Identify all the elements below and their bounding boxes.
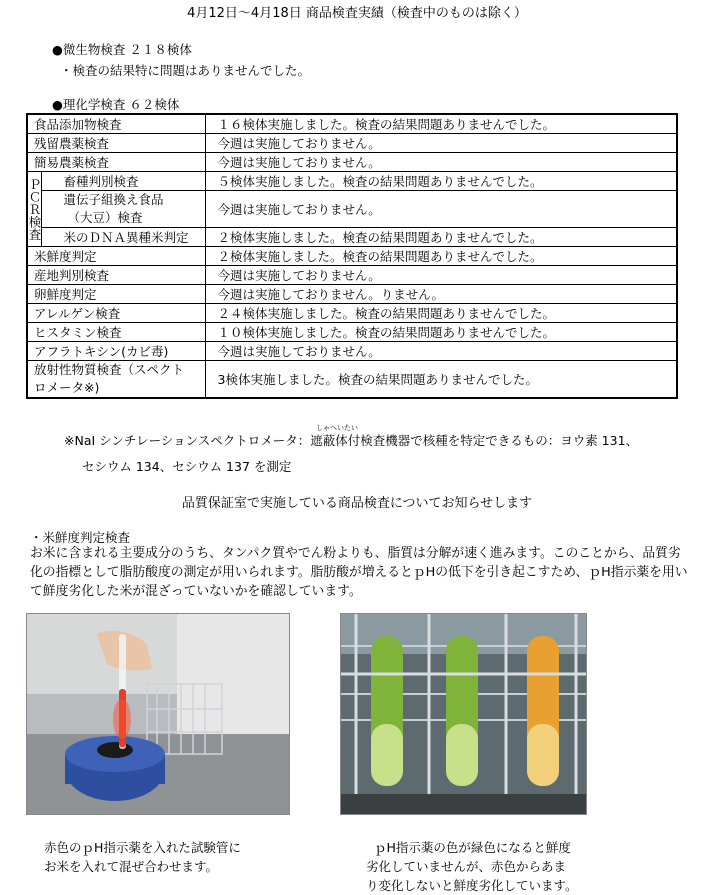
table-row bbox=[27, 134, 677, 153]
test-name: 残留農薬検査 bbox=[27, 134, 205, 153]
test-result: 今週は実施しておりません。 bbox=[205, 191, 677, 228]
test-name: アレルゲン検査 bbox=[27, 304, 205, 323]
table-row bbox=[27, 342, 677, 361]
footnote-line2: セシウム 134、セシウム 137 を測定 bbox=[82, 459, 292, 474]
photo-test-tubes bbox=[340, 613, 587, 815]
caption-line: お米を入れて混ぜ合わせます。 bbox=[44, 859, 219, 874]
test-name: 産地判別検査 bbox=[27, 266, 205, 285]
test-name: 食品添加物検査 bbox=[27, 114, 205, 134]
results-table bbox=[26, 113, 678, 399]
test-name: 簡易農薬検査 bbox=[27, 153, 205, 172]
test-name-line1: 遺伝子組換え食品 bbox=[63, 192, 164, 207]
test-name-line1: 放射性物質検査（スペクト bbox=[34, 362, 185, 377]
caption-line: 劣化していませんが、赤色からあま bbox=[366, 859, 567, 874]
caption-line: ｐH指示薬の色が緑色になると鮮度 bbox=[374, 840, 571, 855]
test-result: ５検体実施しました。検査の結果問題ありませんでした。 bbox=[205, 172, 677, 191]
left-photo-caption bbox=[44, 838, 241, 876]
test-result: １６検体実施しました。検査の結果問題ありませんでした。 bbox=[205, 114, 677, 134]
table-row bbox=[27, 266, 677, 285]
microbiology-result: ・検査の結果特に問題はありませんでした。 bbox=[60, 63, 311, 78]
test-result: 今週は実施しておりません。 bbox=[205, 266, 677, 285]
test-result: 今週は実施しておりません。 bbox=[205, 342, 677, 361]
table-row bbox=[27, 153, 677, 172]
table-row bbox=[27, 323, 677, 342]
chemistry-heading: ●理化学検査 ６２検体 bbox=[52, 97, 180, 112]
test-result: ２検体実施しました。検査の結果問題ありませんでした。 bbox=[205, 228, 677, 247]
test-name: アフラトキシン(カビ毒) bbox=[27, 342, 205, 361]
test-result: ２４検体実施しました。検査の結果問題ありませんでした。 bbox=[205, 304, 677, 323]
section-title: ・米鮮度判定検査 bbox=[30, 530, 131, 545]
test-name: 畜種判別検査 bbox=[41, 172, 205, 191]
caption-line: り変化しないと鮮度劣化しています。 bbox=[366, 878, 578, 893]
test-name-line2: ロメータ※) bbox=[34, 380, 100, 395]
test-name: ヒスタミン検査 bbox=[27, 323, 205, 342]
table-row bbox=[27, 304, 677, 323]
footnote-line1: ※NaI シンチレーションスペクトロメータ：遮蔽体付検査機器で核種を特定できるもの：ヨウ素 131、 bbox=[64, 433, 639, 448]
test-result: 今週は実施しておりません。 bbox=[205, 134, 677, 153]
pcr-group-label: ＰＣＲ検査 bbox=[27, 172, 41, 247]
right-photo-caption bbox=[366, 838, 578, 895]
test-name bbox=[41, 191, 205, 228]
table-row bbox=[27, 172, 677, 191]
test-result: １０検体実施しました。検査の結果問題ありませんでした。 bbox=[205, 323, 677, 342]
table-row bbox=[27, 247, 677, 266]
table-row bbox=[27, 228, 677, 247]
test-name bbox=[27, 361, 205, 399]
test-name: 米鮮度判定 bbox=[27, 247, 205, 266]
test-result: 今週は実施しておりません。りません。 bbox=[205, 285, 677, 304]
test-name-line2: （大豆）検査 bbox=[67, 210, 143, 225]
table-row bbox=[27, 285, 677, 304]
test-name: 米のＤＮＡ異種米判定 bbox=[41, 228, 205, 247]
announcement-heading: 品質保証室で実施している商品検査についてお知らせします bbox=[181, 496, 533, 511]
page-title: 4月12日～4月18日 商品検査実績（検査中のものは除く） bbox=[187, 6, 527, 21]
test-result: ２検体実施しました。検査の結果問題ありませんでした。 bbox=[205, 247, 677, 266]
furigana: しゃへいたい bbox=[316, 424, 358, 432]
table-row bbox=[27, 361, 677, 399]
photo-vortex-mixer bbox=[26, 613, 290, 815]
microbiology-heading: ●微生物検査 ２１８検体 bbox=[52, 42, 192, 57]
table-row bbox=[27, 114, 677, 134]
test-result: 今週は実施しておりません。 bbox=[205, 153, 677, 172]
caption-line: 赤色のｐH指示薬を入れた試験管に bbox=[44, 840, 241, 855]
test-name: 卵鮮度判定 bbox=[27, 285, 205, 304]
test-result: 3検体実施しました。検査の結果問題ありませんでした。 bbox=[205, 361, 677, 399]
table-row bbox=[27, 191, 677, 228]
section-body: お米に含まれる主要成分のうち、タンパク質やでん粉よりも、脂質は分解が速く進みます。このことから、品質劣化の指標として脂肪酸度の測定が用いられます。脂肪酸が増えるとｐHの低下を引き起こすため、ｐH指示薬を用いて鮮度劣化した米が混ざっていないかを確認しています。 bbox=[30, 546, 688, 599]
